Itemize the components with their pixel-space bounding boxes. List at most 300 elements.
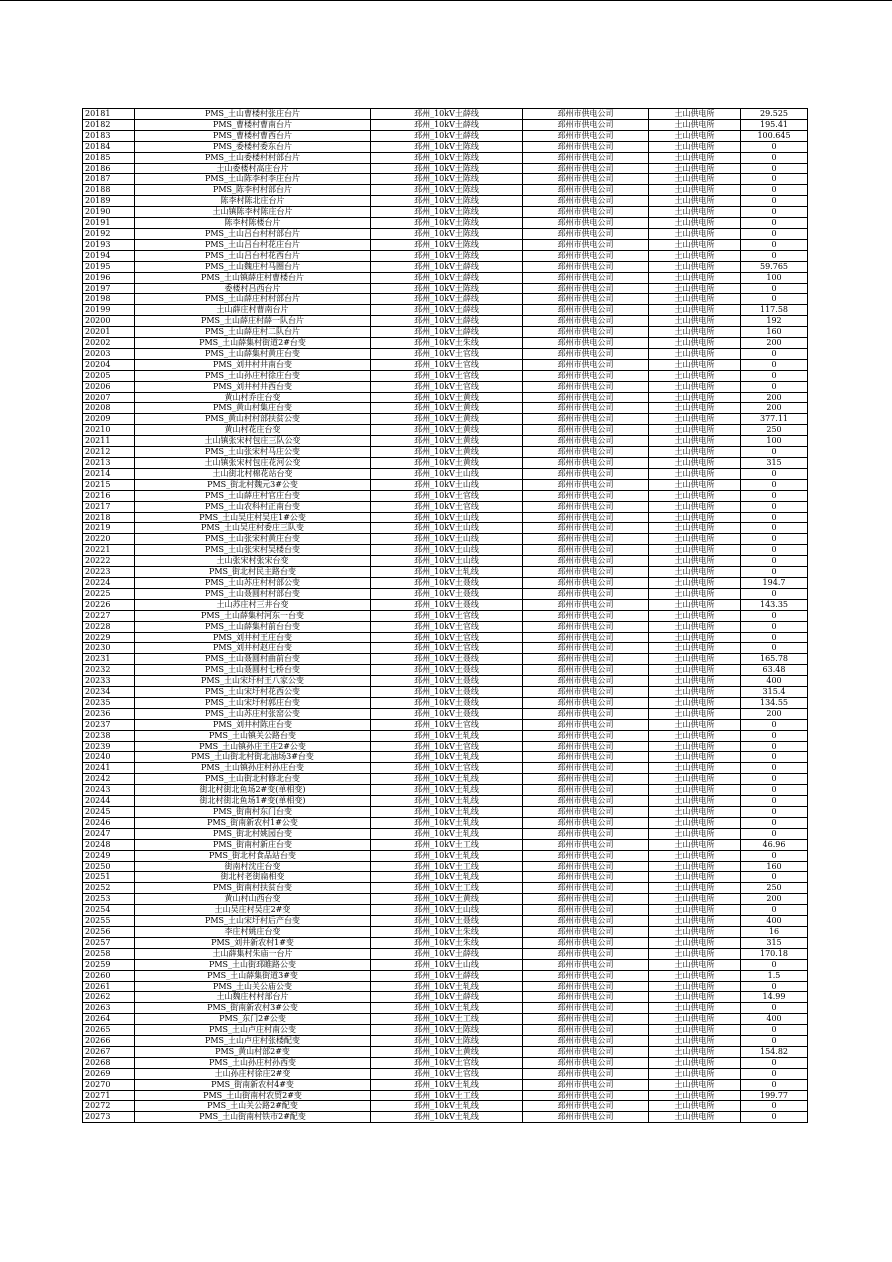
office-cell: 土山供电所 [649, 981, 741, 992]
line-name-cell: 邳州_10kV土陈线 [371, 1036, 523, 1047]
value-cell: 0 [741, 359, 808, 370]
value-cell: 0 [741, 141, 808, 152]
table-row [83, 1101, 808, 1112]
table-row [83, 185, 808, 196]
office-cell: 土山供电所 [649, 741, 741, 752]
table-row [83, 883, 808, 894]
company-cell: 邳州市供电公司 [523, 283, 649, 294]
line-name-cell: 邳州_10kV土聂线 [371, 697, 523, 708]
office-cell: 土山供电所 [649, 1046, 741, 1057]
table-row [83, 785, 808, 796]
row-id-cell: 20237 [83, 719, 135, 730]
value-cell: 192 [741, 316, 808, 327]
company-cell: 邳州市供电公司 [523, 916, 649, 927]
value-cell: 0 [741, 567, 808, 578]
company-cell: 邳州市供电公司 [523, 1079, 649, 1090]
value-cell: 200 [741, 392, 808, 403]
table-row [83, 348, 808, 359]
station-name-cell: PMS_土山张宋村黄庄台变 [135, 534, 371, 545]
table-row [83, 894, 808, 905]
company-cell: 邳州市供电公司 [523, 621, 649, 632]
table-row [83, 970, 808, 981]
row-id-cell: 20183 [83, 130, 135, 141]
value-cell: 0 [741, 152, 808, 163]
row-id-cell: 20251 [83, 872, 135, 883]
value-cell: 46.96 [741, 839, 808, 850]
row-id-cell: 20184 [83, 141, 135, 152]
table-row [83, 141, 808, 152]
row-id-cell: 20190 [83, 207, 135, 218]
company-cell: 邳州市供电公司 [523, 1046, 649, 1057]
value-cell: 250 [741, 883, 808, 894]
office-cell: 土山供电所 [649, 250, 741, 261]
line-name-cell: 邳州_10kV土工线 [371, 839, 523, 850]
value-cell: 200 [741, 338, 808, 349]
line-name-cell: 邳州_10kV土山线 [371, 959, 523, 970]
company-cell: 邳州市供电公司 [523, 403, 649, 414]
table-row [83, 643, 808, 654]
row-id-cell: 20248 [83, 839, 135, 850]
company-cell: 邳州市供电公司 [523, 1068, 649, 1079]
table-row [83, 436, 808, 447]
office-cell: 土山供电所 [649, 359, 741, 370]
table-row [83, 119, 808, 130]
office-cell: 土山供电所 [649, 163, 741, 174]
office-cell: 土山供电所 [649, 1068, 741, 1079]
station-name-cell: 李庄村姚庄台变 [135, 926, 371, 937]
company-cell: 邳州市供电公司 [523, 228, 649, 239]
line-name-cell: 邳州_10kV土陈线 [371, 1025, 523, 1036]
row-id-cell: 20254 [83, 905, 135, 916]
table-row [83, 828, 808, 839]
value-cell: 0 [741, 752, 808, 763]
value-cell: 0 [741, 1068, 808, 1079]
table-row [83, 1046, 808, 1057]
value-cell: 0 [741, 1003, 808, 1014]
station-name-cell: PMS_街北村民主路台变 [135, 567, 371, 578]
row-id-cell: 20202 [83, 338, 135, 349]
table-row [83, 305, 808, 316]
company-cell: 邳州市供电公司 [523, 185, 649, 196]
station-name-cell: PMS_东门2#公变 [135, 1014, 371, 1025]
line-name-cell: 邳州_10kV土黄线 [371, 403, 523, 414]
line-name-cell: 邳州_10kV土山线 [371, 523, 523, 534]
table-row [83, 501, 808, 512]
station-name-cell: 土山镇张宋村包庄三队公变 [135, 436, 371, 447]
office-cell: 土山供电所 [649, 185, 741, 196]
row-id-cell: 20211 [83, 436, 135, 447]
station-name-cell: PMS_街南村扶贫台变 [135, 883, 371, 894]
line-name-cell: 邳州_10kV土山线 [371, 545, 523, 556]
station-name-cell: 委楼村吕西台片 [135, 283, 371, 294]
company-cell: 邳州市供电公司 [523, 970, 649, 981]
company-cell: 邳州市供电公司 [523, 839, 649, 850]
company-cell: 邳州市供电公司 [523, 687, 649, 698]
line-name-cell: 邳州_10kV土陈线 [371, 283, 523, 294]
company-cell: 邳州市供电公司 [523, 1090, 649, 1101]
station-name-cell: PMS_土山聂圆村村部台变 [135, 588, 371, 599]
line-name-cell: 邳州_10kV土官线 [371, 1068, 523, 1079]
line-name-cell: 邳州_10kV土轧线 [371, 752, 523, 763]
line-name-cell: 邳州_10kV土陈线 [371, 174, 523, 185]
row-id-cell: 20267 [83, 1046, 135, 1057]
line-name-cell: 邳州_10kV土黄线 [371, 414, 523, 425]
line-name-cell: 邳州_10kV土山线 [371, 512, 523, 523]
office-cell: 土山供电所 [649, 348, 741, 359]
station-name-cell: 街北村街北鱼场2#变(单相变) [135, 785, 371, 796]
company-cell: 邳州市供电公司 [523, 327, 649, 338]
table-row [83, 861, 808, 872]
table-row [83, 741, 808, 752]
company-cell: 邳州市供电公司 [523, 785, 649, 796]
office-cell: 土山供电所 [649, 676, 741, 687]
value-cell: 134.55 [741, 697, 808, 708]
company-cell: 邳州市供电公司 [523, 730, 649, 741]
station-name-cell: 土山镇陈李村陈庄台片 [135, 207, 371, 218]
office-cell: 土山供电所 [649, 403, 741, 414]
company-cell: 邳州市供电公司 [523, 643, 649, 654]
row-id-cell: 20233 [83, 676, 135, 687]
station-name-cell: PMS_土山薛庄村村部台片 [135, 294, 371, 305]
line-name-cell: 邳州_10kV土轧线 [371, 850, 523, 861]
station-name-cell: PMS_街南村东门台变 [135, 807, 371, 818]
station-name-cell: PMS_土山薛集村街道2#台变 [135, 338, 371, 349]
station-name-cell: PMS_土山卢庄村南公变 [135, 1025, 371, 1036]
value-cell: 200 [741, 403, 808, 414]
company-cell: 邳州市供电公司 [523, 447, 649, 458]
value-cell: 0 [741, 239, 808, 250]
value-cell: 0 [741, 534, 808, 545]
table-row [83, 283, 808, 294]
station-name-cell: PMS_土山吴庄村委庄三队变 [135, 523, 371, 534]
table-row [83, 261, 808, 272]
row-id-cell: 20186 [83, 163, 135, 174]
office-cell: 土山供电所 [649, 916, 741, 927]
station-name-cell: PMS_土山卢庄村张楼配变 [135, 1036, 371, 1047]
station-name-cell: PMS_土山吴庄村吴庄1#公变 [135, 512, 371, 523]
station-name-cell: 土山薛集村朱庙一台片 [135, 948, 371, 959]
table-row [83, 327, 808, 338]
value-cell: 400 [741, 676, 808, 687]
row-id-cell: 20195 [83, 261, 135, 272]
table-row [83, 218, 808, 229]
row-id-cell: 20272 [83, 1101, 135, 1112]
station-name-cell: PMS_黄山村集庄台变 [135, 403, 371, 414]
company-cell: 邳州市供电公司 [523, 665, 649, 676]
row-id-cell: 20185 [83, 152, 135, 163]
row-id-cell: 20223 [83, 567, 135, 578]
table-row [83, 370, 808, 381]
office-cell: 土山供电所 [649, 239, 741, 250]
value-cell: 0 [741, 632, 808, 643]
company-cell: 邳州市供电公司 [523, 1025, 649, 1036]
value-cell: 0 [741, 163, 808, 174]
table-row [83, 926, 808, 937]
line-name-cell: 邳州_10kV土官线 [371, 370, 523, 381]
line-name-cell: 邳州_10kV土黄线 [371, 894, 523, 905]
company-cell: 邳州市供电公司 [523, 556, 649, 567]
company-cell: 邳州市供电公司 [523, 981, 649, 992]
company-cell: 邳州市供电公司 [523, 1003, 649, 1014]
row-id-cell: 20240 [83, 752, 135, 763]
line-name-cell: 邳州_10kV土轧线 [371, 774, 523, 785]
value-cell: 0 [741, 741, 808, 752]
value-cell: 0 [741, 1036, 808, 1047]
line-name-cell: 邳州_10kV土官线 [371, 348, 523, 359]
company-cell: 邳州市供电公司 [523, 1014, 649, 1025]
company-cell: 邳州市供电公司 [523, 719, 649, 730]
station-name-cell: PMS_土山薛集村河东一台变 [135, 610, 371, 621]
office-cell: 土山供电所 [649, 937, 741, 948]
row-id-cell: 20245 [83, 807, 135, 818]
line-name-cell: 邳州_10kV土陈线 [371, 218, 523, 229]
line-name-cell: 邳州_10kV土朱线 [371, 937, 523, 948]
station-name-cell: PMS_刘井村井西台变 [135, 381, 371, 392]
office-cell: 土山供电所 [649, 141, 741, 152]
station-name-cell: PMS_曹楼村曹南台片 [135, 119, 371, 130]
office-cell: 土山供电所 [649, 1079, 741, 1090]
station-name-cell: PMS_土山关公路2#配变 [135, 1101, 371, 1112]
table-row [83, 479, 808, 490]
line-name-cell: 邳州_10kV土山线 [371, 468, 523, 479]
row-id-cell: 20264 [83, 1014, 135, 1025]
row-id-cell: 20257 [83, 937, 135, 948]
table-row [83, 239, 808, 250]
line-name-cell: 邳州_10kV土黄线 [371, 458, 523, 469]
table-row [83, 1014, 808, 1025]
table-row [83, 196, 808, 207]
line-name-cell: 邳州_10kV土山线 [371, 905, 523, 916]
row-id-cell: 20250 [83, 861, 135, 872]
station-name-cell: PMS_街北村魏元3#公变 [135, 479, 371, 490]
line-name-cell: 邳州_10kV土薛线 [371, 316, 523, 327]
company-cell: 邳州市供电公司 [523, 458, 649, 469]
table-row [83, 458, 808, 469]
line-name-cell: 邳州_10kV土轧线 [371, 981, 523, 992]
company-cell: 邳州市供电公司 [523, 272, 649, 283]
office-cell: 土山供电所 [649, 327, 741, 338]
line-name-cell: 邳州_10kV土聂线 [371, 687, 523, 698]
office-cell: 土山供电所 [649, 523, 741, 534]
station-name-cell: 土山魏庄村村部台片 [135, 992, 371, 1003]
station-name-cell: 土山委楼村高庄台片 [135, 163, 371, 174]
table-row [83, 719, 808, 730]
company-cell: 邳州市供电公司 [523, 1036, 649, 1047]
station-name-cell: PMS_土山街邳睢路公变 [135, 959, 371, 970]
company-cell: 邳州市供电公司 [523, 708, 649, 719]
company-cell: 邳州市供电公司 [523, 752, 649, 763]
station-name-cell: PMS_土山关公庙公变 [135, 981, 371, 992]
row-id-cell: 20204 [83, 359, 135, 370]
company-cell: 邳州市供电公司 [523, 490, 649, 501]
station-name-cell: PMS_土山魏庄村马圈台片 [135, 261, 371, 272]
company-cell: 邳州市供电公司 [523, 207, 649, 218]
company-cell: 邳州市供电公司 [523, 676, 649, 687]
table-row [83, 447, 808, 458]
row-id-cell: 20244 [83, 796, 135, 807]
station-name-cell: PMS_黄山村村部扶贫公变 [135, 414, 371, 425]
station-name-cell: PMS_土山薛庄村二队台片 [135, 327, 371, 338]
row-id-cell: 20266 [83, 1036, 135, 1047]
table-row [83, 130, 808, 141]
company-cell: 邳州市供电公司 [523, 697, 649, 708]
station-name-cell: PMS_黄山村部2#变 [135, 1046, 371, 1057]
company-cell: 邳州市供电公司 [523, 959, 649, 970]
office-cell: 土山供电所 [649, 272, 741, 283]
company-cell: 邳州市供电公司 [523, 948, 649, 959]
station-name-cell: PMS_土山吕台村花庄台片 [135, 239, 371, 250]
page-top-border [0, 0, 892, 1]
station-name-cell: 土山张宋村张宋台变 [135, 556, 371, 567]
company-cell: 邳州市供电公司 [523, 1101, 649, 1112]
office-cell: 土山供电所 [649, 577, 741, 588]
table-body [83, 109, 808, 1123]
office-cell: 土山供电所 [649, 1014, 741, 1025]
station-name-cell: PMS_土山街南村铁市2#配变 [135, 1112, 371, 1123]
value-cell: 0 [741, 817, 808, 828]
table-row [83, 588, 808, 599]
line-name-cell: 邳州_10kV土山线 [371, 556, 523, 567]
company-cell: 邳州市供电公司 [523, 196, 649, 207]
office-cell: 土山供电所 [649, 970, 741, 981]
value-cell: 0 [741, 850, 808, 861]
company-cell: 邳州市供电公司 [523, 109, 649, 120]
row-id-cell: 20241 [83, 763, 135, 774]
table-row [83, 250, 808, 261]
value-cell: 0 [741, 218, 808, 229]
station-name-cell: PMS_土山街北村修北台变 [135, 774, 371, 785]
line-name-cell: 邳州_10kV土黄线 [371, 392, 523, 403]
company-cell: 邳州市供电公司 [523, 512, 649, 523]
office-cell: 土山供电所 [649, 1036, 741, 1047]
station-name-cell: PMS_土山街南村农贸2#变 [135, 1090, 371, 1101]
table-row [83, 839, 808, 850]
table-row [83, 381, 808, 392]
table-row [83, 807, 808, 818]
office-cell: 土山供电所 [649, 130, 741, 141]
company-cell: 邳州市供电公司 [523, 905, 649, 916]
table-row [83, 359, 808, 370]
row-id-cell: 20261 [83, 981, 135, 992]
company-cell: 邳州市供电公司 [523, 348, 649, 359]
line-name-cell: 邳州_10kV土官线 [371, 621, 523, 632]
value-cell: 0 [741, 807, 808, 818]
value-cell: 0 [741, 370, 808, 381]
line-name-cell: 邳州_10kV土陈线 [371, 152, 523, 163]
row-id-cell: 20181 [83, 109, 135, 120]
company-cell: 邳州市供电公司 [523, 545, 649, 556]
value-cell: 0 [741, 228, 808, 239]
office-cell: 土山供电所 [649, 621, 741, 632]
row-id-cell: 20270 [83, 1079, 135, 1090]
row-id-cell: 20205 [83, 370, 135, 381]
office-cell: 土山供电所 [649, 643, 741, 654]
station-name-cell: 黄山村花庄台变 [135, 425, 371, 436]
line-name-cell: 邳州_10kV土薛线 [371, 261, 523, 272]
station-name-cell: 土山薛庄村曹南台片 [135, 305, 371, 316]
company-cell: 邳州市供电公司 [523, 174, 649, 185]
row-id-cell: 20268 [83, 1057, 135, 1068]
row-id-cell: 20213 [83, 458, 135, 469]
value-cell: 0 [741, 490, 808, 501]
table-row [83, 109, 808, 120]
row-id-cell: 20230 [83, 643, 135, 654]
line-name-cell: 邳州_10kV土聂线 [371, 708, 523, 719]
row-id-cell: 20259 [83, 959, 135, 970]
value-cell: 0 [741, 545, 808, 556]
row-id-cell: 20260 [83, 970, 135, 981]
value-cell: 0 [741, 719, 808, 730]
station-name-cell: PMS_土山孙庄村孙西变 [135, 1057, 371, 1068]
table-row [83, 959, 808, 970]
line-name-cell: 邳州_10kV土官线 [371, 643, 523, 654]
line-name-cell: 邳州_10kV土官线 [371, 763, 523, 774]
line-name-cell: 邳州_10kV土山线 [371, 534, 523, 545]
value-cell: 0 [741, 1025, 808, 1036]
table-row [83, 850, 808, 861]
value-cell: 14.99 [741, 992, 808, 1003]
line-name-cell: 邳州_10kV土聂线 [371, 665, 523, 676]
station-name-cell: PMS_土山张宋村吴楼台变 [135, 545, 371, 556]
table-row [83, 163, 808, 174]
row-id-cell: 20182 [83, 119, 135, 130]
row-id-cell: 20247 [83, 828, 135, 839]
line-name-cell: 邳州_10kV土陈线 [371, 185, 523, 196]
value-cell: 194.7 [741, 577, 808, 588]
office-cell: 土山供电所 [649, 1003, 741, 1014]
office-cell: 土山供电所 [649, 752, 741, 763]
company-cell: 邳州市供电公司 [523, 250, 649, 261]
table-row [83, 948, 808, 959]
value-cell: 250 [741, 425, 808, 436]
company-cell: 邳州市供电公司 [523, 632, 649, 643]
table-row [83, 577, 808, 588]
line-name-cell: 邳州_10kV土官线 [371, 490, 523, 501]
company-cell: 邳州市供电公司 [523, 599, 649, 610]
row-id-cell: 20209 [83, 414, 135, 425]
station-name-cell: PMS_土山镇薛庄村曹楼台片 [135, 272, 371, 283]
row-id-cell: 20222 [83, 556, 135, 567]
company-cell: 邳州市供电公司 [523, 305, 649, 316]
company-cell: 邳州市供电公司 [523, 828, 649, 839]
value-cell: 0 [741, 621, 808, 632]
value-cell: 0 [741, 1057, 808, 1068]
line-name-cell: 邳州_10kV土轧线 [371, 796, 523, 807]
company-cell: 邳州市供电公司 [523, 588, 649, 599]
station-name-cell: PMS_街北村食品站台变 [135, 850, 371, 861]
table-row [83, 523, 808, 534]
value-cell: 117.58 [741, 305, 808, 316]
table-row [83, 708, 808, 719]
row-id-cell: 20210 [83, 425, 135, 436]
line-name-cell: 邳州_10kV土官线 [371, 719, 523, 730]
station-name-cell: PMS_土山街北村街北油场3#台变 [135, 752, 371, 763]
row-id-cell: 20273 [83, 1112, 135, 1123]
table-row [83, 207, 808, 218]
company-cell: 邳州市供电公司 [523, 861, 649, 872]
value-cell: 400 [741, 1014, 808, 1025]
line-name-cell: 邳州_10kV土薛线 [371, 970, 523, 981]
station-name-cell: PMS_刘井村赵庄台变 [135, 643, 371, 654]
company-cell: 邳州市供电公司 [523, 774, 649, 785]
value-cell: 100.645 [741, 130, 808, 141]
line-name-cell: 邳州_10kV土黄线 [371, 425, 523, 436]
company-cell: 邳州市供电公司 [523, 381, 649, 392]
value-cell: 0 [741, 479, 808, 490]
line-name-cell: 邳州_10kV土轧线 [371, 817, 523, 828]
row-id-cell: 20234 [83, 687, 135, 698]
line-name-cell: 邳州_10kV土官线 [371, 359, 523, 370]
